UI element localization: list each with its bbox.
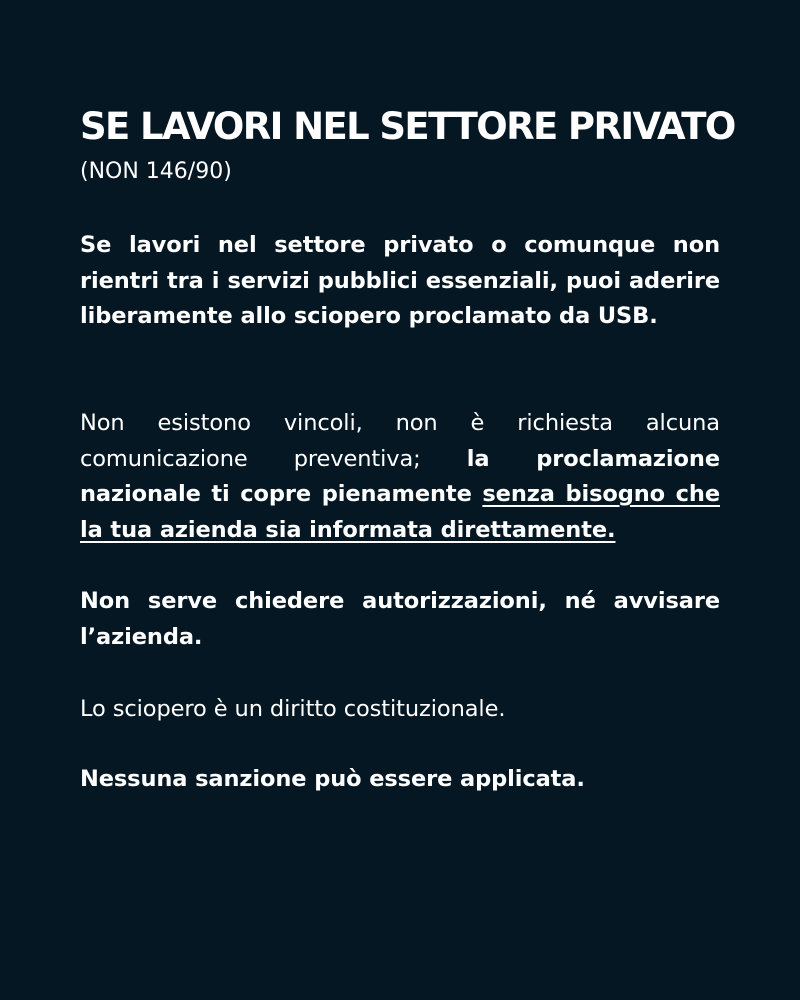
page-title: SE LAVORI NEL SETTORE PRIVATO bbox=[80, 105, 735, 148]
paragraph-no-constraints-regular: Non esistono vincoli, non è richiesta alcuna comunicazione preventiva; bbox=[80, 410, 720, 472]
page-subtitle: (NON 146/90) bbox=[80, 159, 232, 184]
paragraph-no-sanction: Nessuna sanzione può essere applicata. bbox=[80, 766, 585, 792]
paragraph-constitutional-right: Lo sciopero è un diritto costituzionale. bbox=[80, 696, 506, 722]
paragraph-private-sector: Se lavori nel settore privato o comunque non rientri tra i servizi pubblici essenziali, puoi aderire liberamente allo sciopero proclamato da USB. bbox=[80, 232, 720, 329]
paragraph-no-constraints-bold: la proclamazione nazionale ti copre pienamente bbox=[80, 445, 720, 507]
paragraph-no-authorization: Non serve chiedere autorizzazioni, né avvisare l’azienda. bbox=[80, 588, 720, 650]
paragraph-no-constraints bbox=[80, 406, 720, 548]
paragraph-no-constraints-underlined: senza bisogno che la tua azienda sia informata direttamente. bbox=[80, 481, 720, 543]
